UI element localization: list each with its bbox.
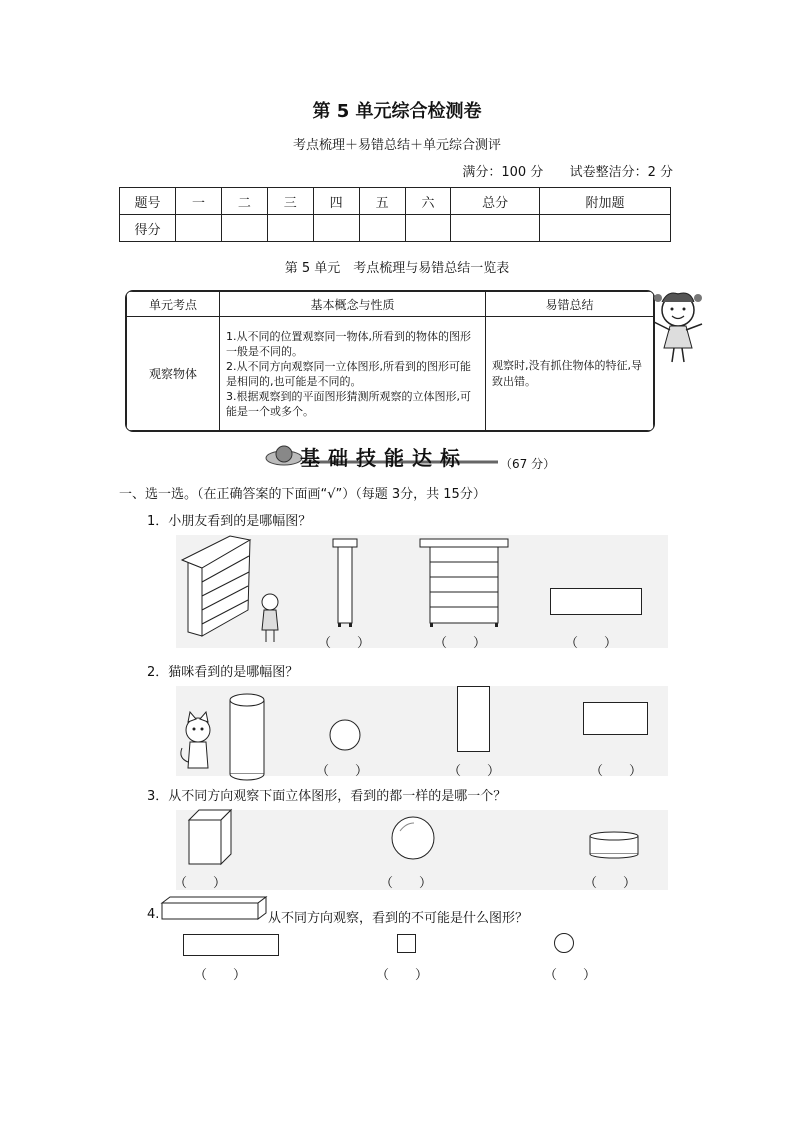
- q4-option-a-rectangle-image: [183, 934, 279, 956]
- summary-table: [125, 290, 655, 432]
- summary-header: 基本概念与性质: [220, 292, 486, 317]
- score-table: [119, 187, 671, 242]
- q3-option-b-sphere-image: [390, 815, 436, 861]
- score-cell: 三: [267, 188, 313, 215]
- page-title: 第 5 单元综合检测卷: [312, 101, 482, 122]
- score-input-cell[interactable]: [359, 215, 405, 242]
- summary-topic: 观察物体: [127, 317, 220, 431]
- q2-option-b-image: [457, 686, 490, 752]
- score-cell: 附加题: [539, 188, 670, 215]
- section-points: （67 分）: [500, 457, 556, 471]
- bookshelf-scene-image: [176, 532, 296, 642]
- score-info: [462, 161, 673, 180]
- summary-concepts: [220, 317, 486, 431]
- concept-item: 3.根据观察到的平面图形猜测所观察的立体图形,可能是一个或多个。: [226, 389, 471, 418]
- score-cell: 总分: [451, 188, 539, 215]
- summary-header: 单元考点: [127, 292, 220, 317]
- score-cell: 二: [221, 188, 267, 215]
- score-cell: 六: [405, 188, 451, 215]
- score-row-label: 得分: [120, 215, 176, 242]
- q4-option-c-circle-image: [553, 932, 575, 954]
- q1-answer-a[interactable]: （ ）: [318, 636, 371, 651]
- full-score: 满分：100 分: [462, 165, 544, 180]
- q2-answer-a[interactable]: （ ）: [316, 764, 369, 779]
- q2-option-c-image: [583, 702, 648, 735]
- q3-answer-b[interactable]: （ ）: [380, 876, 433, 891]
- girl-illustration: [648, 288, 708, 366]
- q1-option-b-image: [418, 537, 510, 629]
- question-4: 从不同方向观察，看到的不可能是什么图形？: [268, 911, 529, 926]
- score-input-cell[interactable]: [313, 215, 359, 242]
- question-1: 1．小朋友看到的是哪幅图？: [147, 514, 312, 529]
- score-cell: 五: [359, 188, 405, 215]
- score-table-score-row: [120, 215, 671, 242]
- q1-option-c-image: [550, 588, 642, 615]
- summary-caption: 第 5 单元 考点梳理与易错总结一览表: [284, 261, 510, 276]
- score-cell: 四: [313, 188, 359, 215]
- q3-answer-c[interactable]: （ ）: [584, 876, 637, 891]
- q4-answer-a[interactable]: （ ）: [194, 968, 247, 983]
- question-2: 2．猫咪看到的是哪幅图？: [147, 665, 299, 680]
- score-input-cell[interactable]: [451, 215, 539, 242]
- section-title: 基础技能达标: [300, 446, 468, 470]
- q4-answer-c[interactable]: （ ）: [544, 968, 597, 983]
- q2-option-a-image: [328, 718, 362, 752]
- q3-answer-a[interactable]: （ ）: [174, 876, 227, 891]
- page-subtitle: 考点梳理＋易错总结＋单元综合测评: [292, 138, 501, 153]
- score-input-cell[interactable]: [539, 215, 670, 242]
- score-input-cell[interactable]: [405, 215, 451, 242]
- summary-header: 易错总结: [486, 292, 654, 317]
- q1-answer-c[interactable]: （ ）: [565, 636, 618, 651]
- score-cell: 题号: [120, 188, 176, 215]
- q1-answer-b[interactable]: （ ）: [434, 636, 487, 651]
- q2-answer-c[interactable]: （ ）: [590, 764, 643, 779]
- score-input-cell[interactable]: [267, 215, 313, 242]
- score-table-header-row: [120, 188, 671, 215]
- score-input-cell[interactable]: [176, 215, 222, 242]
- q4-option-b-square-image: [397, 934, 416, 953]
- q4-answer-b[interactable]: （ ）: [376, 968, 429, 983]
- neat-score: 试卷整洁分：2 分: [569, 165, 673, 180]
- part1-heading: 一、选一选。（在正确答案的下面画“√”）（每题 3分，共 15分）: [119, 487, 486, 502]
- q3-option-a-cuboid-image: [187, 808, 233, 866]
- concept-item: 2.从不同方向观察同一立体图形,所看到的图形可能是相同的,也可能是不同的。: [226, 359, 471, 388]
- summary-errors: 观察时,没有抓住物体的特征,导致出错。: [486, 317, 654, 431]
- q2-answer-b[interactable]: （ ）: [448, 764, 501, 779]
- concept-item: 1.从不同的位置观察同一物体,所看到的物体的图形一般是不同的。: [226, 329, 471, 358]
- score-cell: 一: [176, 188, 222, 215]
- q1-option-a-image: [330, 537, 360, 629]
- question-3: 3．从不同方向观察下面立体图形，看到的都一样的是哪一个？: [147, 789, 507, 804]
- question-4-number: 4.: [147, 907, 160, 922]
- q4-cuboid-image: [160, 895, 268, 921]
- score-input-cell[interactable]: [221, 215, 267, 242]
- q3-option-c-cylinder-image: [588, 830, 640, 860]
- cat-cylinder-scene-image: [176, 692, 266, 776]
